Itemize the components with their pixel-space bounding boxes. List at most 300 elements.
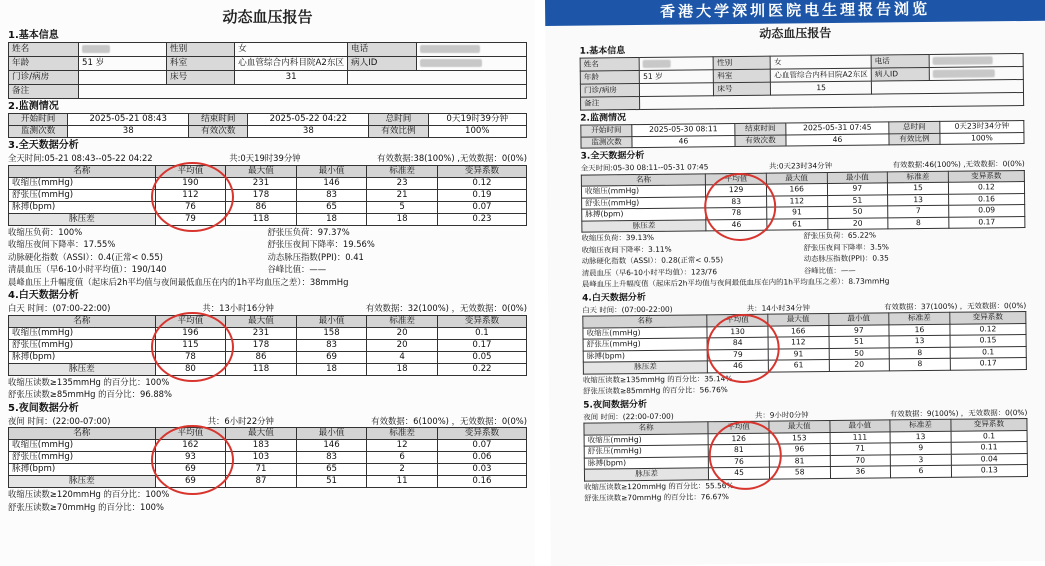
table-cell: 0.12 — [948, 181, 1024, 193]
table-cell: 61 — [767, 218, 828, 230]
dbp-dip: 舒张压夜间下降率：19.56% — [267, 239, 375, 249]
redacted-phone — [933, 56, 993, 65]
metric-name: 脉搏(bpm) — [582, 208, 706, 221]
table-row — [9, 351, 527, 363]
night-total: 共：6小时22分钟 — [207, 415, 274, 426]
table-cell: 20 — [367, 339, 438, 351]
fullday-stats-row — [8, 226, 527, 239]
section-fullday-title: 3.全天数据分析 — [8, 140, 79, 151]
night-caption — [8, 415, 527, 428]
daytime-sbp-pct: 收缩压读数≥135mmHg 的百分比：100% — [8, 376, 170, 387]
metric-name: 舒张压(mmHg) — [582, 196, 706, 209]
count-value: 38 — [68, 126, 189, 138]
table-cell: 91 — [767, 207, 828, 219]
daytime-caption — [8, 302, 527, 315]
table-cell: 118 — [226, 213, 297, 225]
column-header: 最大值 — [226, 315, 297, 327]
metric-name: 收缩压(mmHg) — [9, 440, 156, 452]
fullday-stats-row — [8, 238, 527, 251]
stats-table — [8, 427, 527, 488]
note-value — [78, 85, 526, 99]
table-cell: 112 — [768, 337, 829, 349]
daytime-range: 白天 时间：(07:00-22:00) — [582, 304, 673, 315]
dbp-dip: 舒张压夜间下降率：3.5% — [803, 241, 889, 252]
table-cell: 69 — [296, 351, 367, 363]
table-row — [9, 201, 527, 213]
table-cell: 65 — [296, 201, 367, 213]
table-cell: 84 — [707, 337, 768, 349]
table-cell: 13 — [890, 431, 951, 443]
table-cell: 0.17 — [950, 357, 1026, 369]
fullday-valid: 有效数据:46(100%) ,无效数据：0(0%) — [892, 158, 1025, 170]
table-cell: 129 — [706, 184, 767, 196]
table-cell: 0.11 — [951, 441, 1027, 453]
morning-surge: 晨峰血压上升幅度值（起床后2h平均值与夜间最低血压在内的1h平均血压之差）：38mmHg — [8, 276, 349, 287]
table-cell: 20 — [367, 327, 438, 339]
column-header: 最大值 — [768, 314, 829, 326]
metric-name: 舒张压(mmHg) — [9, 339, 156, 351]
total-time-value: 0天23时34分钟 — [940, 120, 1024, 132]
table-cell: 76 — [155, 201, 226, 213]
table-cell: 0.19 — [437, 189, 526, 201]
table-cell: 76 — [709, 456, 770, 468]
count-label: 监测次数 — [9, 126, 68, 138]
night-sbp-pct: 收缩压读数≥120mmHg 的百分比：100% — [8, 489, 170, 499]
assi: 动脉硬化指数（ASSI）：0.4(正常< 0.55) — [8, 251, 163, 262]
column-header: 平均值 — [708, 421, 769, 433]
table-cell: 166 — [768, 325, 829, 337]
metric-name: 脉压差 — [584, 468, 708, 481]
patient-id-label: 病人ID — [348, 57, 417, 71]
hospital-banner: 香港大学深圳医院电生理报告浏览 — [545, 0, 1045, 26]
bed-label: 床号 — [714, 82, 771, 96]
report-title: 动态血压报告 — [759, 26, 832, 41]
column-header: 变异系数 — [437, 315, 526, 327]
table-cell: 20 — [829, 359, 890, 371]
report-body — [0, 29, 535, 513]
gender-value: 女 — [771, 55, 872, 69]
end-time-label: 结束时间 — [189, 114, 248, 126]
table-cell: 130 — [707, 326, 768, 338]
clinic-label: 门诊/病房 — [9, 71, 79, 85]
table-cell: 18 — [296, 363, 367, 375]
dbp-load: 舒张压负荷：97.37% — [267, 226, 350, 237]
redacted-patient-id — [420, 59, 482, 67]
column-header: 变异系数 — [951, 418, 1027, 430]
table-cell: 103 — [226, 452, 297, 464]
column-header: 名称 — [9, 428, 156, 440]
daytime-dbp-pct: 舒张压读数≥85mmHg 的百分比：96.88% — [8, 389, 172, 399]
table-cell: 65 — [296, 464, 367, 476]
table-row — [9, 440, 527, 452]
column-header: 最大值 — [766, 172, 827, 184]
table-cell: 0.07 — [437, 440, 526, 452]
stats-table — [8, 165, 527, 226]
valid-ratio-value: 100% — [940, 132, 1024, 144]
valid-count-label: 有效次数 — [735, 134, 786, 146]
section-fullday-title: 3.全天数据分析 — [580, 150, 645, 162]
column-header: 平均值 — [155, 165, 226, 177]
dept-value: 心血管综合内科目院A2东区 — [235, 57, 348, 71]
stats-table — [581, 169, 1026, 232]
redacted-patient-id — [933, 69, 995, 78]
table-cell: 0.1 — [951, 430, 1027, 442]
total-time-label: 总时间 — [369, 114, 428, 126]
table-cell: 231 — [226, 177, 297, 189]
total-time-label: 总时间 — [889, 121, 940, 133]
table-cell: 18 — [367, 363, 438, 375]
fullday-range: 全天时间:05-30 08:11--05-31 07:45 — [580, 162, 709, 173]
morning-surge: 晨峰血压上升幅度值（起床后2h平均值与夜间最低血压在内的1h平均血压之差）：8.73mmHg — [581, 276, 890, 289]
right-report — [545, 0, 1045, 566]
fullday-table-wrap — [581, 169, 1026, 232]
patient-id-value — [417, 57, 527, 71]
monitoring-table — [580, 120, 1024, 149]
table-cell: 51 — [296, 476, 367, 488]
empty-cell — [348, 71, 527, 85]
table-row — [9, 452, 527, 464]
column-header: 最小值 — [827, 171, 888, 183]
bed-value: 15 — [771, 81, 872, 95]
table-cell: 231 — [226, 327, 297, 339]
bed-value: 31 — [235, 71, 348, 85]
table-cell: 81 — [708, 444, 769, 456]
column-header: 标准差 — [890, 419, 951, 431]
table-cell: 13 — [889, 335, 950, 347]
phone-label: 电话 — [348, 43, 417, 57]
table-cell: 196 — [155, 327, 226, 339]
basic-info-table — [580, 53, 1025, 111]
column-header: 最大值 — [226, 428, 297, 440]
table-cell: 20 — [827, 217, 888, 229]
table-cell: 86 — [226, 351, 297, 363]
table-cell: 18 — [367, 213, 438, 225]
table-cell: 0.16 — [948, 193, 1024, 205]
daytime-valid: 有效数据：32(100%) ，无效数据：0(0%) — [365, 303, 527, 313]
dbp-load: 舒张压负荷：65.22% — [803, 230, 877, 241]
table-cell: 97 — [827, 183, 888, 195]
sbp-load: 收缩压负荷：39.13% — [581, 232, 655, 243]
section-monitoring-title: 2.监测情况 — [580, 113, 626, 124]
night-table-wrap — [8, 427, 527, 488]
metric-name: 脉搏(bpm) — [9, 201, 156, 213]
table-cell: 118 — [226, 363, 297, 375]
column-header: 名称 — [581, 173, 705, 186]
stats-table — [583, 418, 1028, 481]
table-cell: 70 — [830, 454, 891, 466]
column-header: 标准差 — [888, 171, 949, 183]
night-valid: 有效数据：9(100%) ，无效数据：0(0%) — [889, 407, 1028, 418]
table-cell: 0.17 — [949, 216, 1025, 228]
table-cell: 0.12 — [950, 323, 1026, 335]
section-daytime-title: 4.白天数据分析 — [8, 290, 79, 301]
table-cell: 78 — [706, 207, 767, 219]
metric-name: 脉搏(bpm) — [9, 351, 156, 363]
ppi: 动态脉压指数(PPI)：0.41 — [267, 251, 364, 262]
daytime-dbp-pct: 舒张压读数≥85mmHg 的百分比：56.76% — [583, 385, 728, 396]
table-row — [9, 327, 527, 339]
column-header: 最大值 — [226, 165, 297, 177]
column-header: 平均值 — [155, 428, 226, 440]
night-range: 夜间 时间：(22:00-07:00) — [583, 411, 674, 422]
clinic-label: 门诊/病房 — [580, 84, 639, 98]
table-cell: 190 — [155, 177, 226, 189]
dept-value: 心血管综合内科目院A2东区 — [771, 68, 872, 82]
start-time-value: 2025-05-30 08:11 — [632, 124, 735, 137]
name-value — [639, 57, 713, 71]
metric-name: 舒张压(mmHg) — [584, 445, 708, 458]
table-cell: 71 — [226, 464, 297, 476]
table-cell: 0.16 — [437, 476, 526, 488]
end-time-label: 结束时间 — [735, 123, 786, 135]
table-cell: 15 — [888, 182, 949, 194]
age-label: 年龄 — [580, 71, 639, 85]
metric-name: 舒张压(mmHg) — [9, 452, 156, 464]
table-cell: 79 — [155, 213, 226, 225]
assi: 动脉硬化指数（ASSI）：0.28(正常< 0.55) — [581, 255, 724, 266]
sbp-load: 收缩压负荷：100% — [8, 226, 83, 237]
table-cell: 6 — [367, 452, 438, 464]
metric-name: 收缩压(mmHg) — [584, 433, 708, 446]
name-value — [78, 43, 166, 57]
report-title: 动态血压报告 — [222, 8, 313, 26]
valid-count-label: 有效次数 — [189, 126, 248, 138]
table-cell: 50 — [827, 206, 888, 218]
monitoring-table — [8, 113, 527, 138]
valid-ratio-label: 有效比例 — [889, 133, 940, 145]
table-cell: 12 — [367, 440, 438, 452]
daytime-table-wrap — [8, 315, 527, 376]
night-range: 夜间 时间：(22:00-07:00) — [8, 415, 111, 426]
table-cell: 83 — [296, 452, 367, 464]
table-cell: 97 — [828, 324, 889, 336]
start-time-value: 2025-05-21 08:43 — [68, 114, 189, 126]
clinic-value — [78, 71, 166, 85]
column-header: 标准差 — [367, 165, 438, 177]
metric-name: 脉压差 — [9, 476, 156, 488]
column-header: 平均值 — [155, 315, 226, 327]
metric-name: 脉搏(bpm) — [583, 349, 707, 362]
daytime-table-wrap — [582, 311, 1027, 374]
metric-name: 舒张压(mmHg) — [9, 189, 156, 201]
table-cell: 46 — [708, 360, 769, 372]
table-row — [9, 189, 527, 201]
column-header: 平均值 — [706, 173, 767, 185]
daytime-total: 共：13小时16分钟 — [202, 303, 274, 313]
night-table-wrap — [583, 418, 1028, 481]
table-cell: 178 — [226, 189, 297, 201]
metric-name: 收缩压(mmHg) — [581, 185, 705, 198]
table-cell: 0.23 — [437, 213, 526, 225]
daytime-total: 共：14小时34分钟 — [746, 302, 810, 313]
metric-name: 收缩压(mmHg) — [583, 326, 707, 339]
table-row — [9, 363, 527, 375]
table-cell: 58 — [769, 467, 830, 479]
column-header: 最小值 — [296, 165, 367, 177]
age-value: 51 岁 — [78, 57, 166, 71]
phone-value — [929, 53, 1023, 67]
trough-peak-ratio: 谷峰比值：—— — [803, 265, 856, 275]
bed-label: 床号 — [166, 71, 234, 85]
table-cell: 93 — [155, 452, 226, 464]
valid-count-value: 46 — [786, 133, 889, 146]
table-cell: 96 — [769, 444, 830, 456]
note-label: 备注 — [581, 97, 640, 111]
valid-count-value: 38 — [248, 126, 369, 138]
end-time-value: 2025-05-22 04:22 — [248, 114, 369, 126]
table-cell: 86 — [226, 201, 297, 213]
metric-name: 脉搏(bpm) — [584, 456, 708, 469]
table-cell: 0.07 — [437, 201, 526, 213]
count-label: 监测次数 — [581, 136, 632, 148]
table-cell: 18 — [296, 213, 367, 225]
metric-name: 收缩压(mmHg) — [9, 177, 156, 189]
metric-name: 脉压差 — [583, 361, 707, 374]
total-time-value: 0天19时39分钟 — [428, 114, 526, 126]
column-header: 最小值 — [296, 428, 367, 440]
table-cell: 11 — [367, 476, 438, 488]
fullday-total: 共:0天23时34分钟 — [768, 161, 832, 171]
basic-info-table — [8, 42, 527, 99]
table-cell: 0.13 — [951, 464, 1027, 476]
ppi: 动态脉压指数(PPI)：0.35 — [803, 253, 889, 264]
column-header: 标准差 — [367, 428, 438, 440]
table-cell: 3 — [890, 454, 951, 466]
table-cell: 6 — [891, 465, 952, 477]
dept-label: 科室 — [714, 69, 771, 83]
patient-id-value — [929, 66, 1023, 80]
table-cell: 23 — [367, 177, 438, 189]
table-cell: 111 — [830, 431, 891, 443]
metric-name: 脉压差 — [582, 219, 706, 232]
metric-name: 脉压差 — [9, 363, 156, 375]
name-label: 姓名 — [9, 43, 79, 57]
table-cell: 0.1 — [437, 327, 526, 339]
name-label: 姓名 — [580, 58, 639, 72]
table-cell: 51 — [829, 336, 890, 348]
note-label: 备注 — [9, 85, 79, 99]
table-cell: 46 — [706, 219, 767, 231]
table-cell: 8 — [889, 358, 950, 370]
redacted-phone — [420, 45, 480, 53]
fullday-range: 全天时间:05-21 08:43--05-22 04:22 — [8, 153, 153, 163]
count-value: 46 — [632, 135, 735, 148]
table-cell: 0.09 — [949, 204, 1025, 216]
gender-value: 女 — [235, 43, 348, 57]
table-cell: 0.06 — [437, 452, 526, 464]
table-cell: 13 — [888, 194, 949, 206]
section-daytime-title: 4.白天数据分析 — [582, 292, 646, 304]
table-cell: 112 — [155, 189, 226, 201]
column-header: 变异系数 — [950, 311, 1026, 323]
section-monitoring-title: 2.监测情况 — [8, 101, 59, 112]
table-cell: 8 — [888, 217, 949, 229]
metric-name: 舒张压(mmHg) — [583, 338, 707, 351]
table-cell: 0.04 — [951, 453, 1027, 465]
table-row — [9, 476, 527, 488]
table-cell: 0.15 — [950, 334, 1026, 346]
column-header: 名称 — [9, 165, 156, 177]
table-cell: 81 — [769, 455, 830, 467]
stats-table — [582, 311, 1027, 374]
column-header: 名称 — [583, 315, 707, 328]
valid-ratio-value: 100% — [428, 126, 526, 138]
phone-label: 电话 — [871, 54, 929, 68]
column-header: 变异系数 — [437, 165, 526, 177]
valid-ratio-label: 有效比例 — [369, 126, 428, 138]
morning-bp: 清晨血压（早6-10小时平均值）：123/76 — [581, 266, 718, 278]
section-night-title: 5.夜间数据分析 — [8, 402, 79, 414]
table-cell: 51 — [827, 194, 888, 206]
column-header: 变异系数 — [948, 170, 1024, 182]
table-cell: 126 — [708, 433, 769, 445]
table-cell: 115 — [155, 339, 226, 351]
table-cell: 83 — [296, 189, 367, 201]
table-cell: 69 — [155, 464, 226, 476]
sbp-dip: 收缩压夜间下降率：17.55% — [8, 239, 116, 249]
clinic-value — [640, 83, 714, 97]
metric-name: 收缩压(mmHg) — [9, 327, 156, 339]
phone-value — [417, 43, 527, 57]
table-cell: 0.1 — [950, 346, 1026, 358]
table-cell: 0.12 — [437, 177, 526, 189]
column-header: 名称 — [9, 315, 156, 327]
daytime-range: 白天 时间：(07:00-22:00) — [8, 303, 111, 313]
column-header: 标准差 — [367, 315, 438, 327]
age-value: 51 岁 — [639, 70, 713, 84]
fullday-stats-row — [8, 263, 527, 276]
column-header: 最小值 — [296, 315, 367, 327]
section-night-title: 5.夜间数据分析 — [583, 399, 647, 411]
morning-bp: 清晨血压（早6-10小时平均值）：190/140 — [8, 264, 167, 274]
sbp-dip: 收缩压夜间下降率：3.11% — [581, 244, 672, 255]
column-header: 最大值 — [769, 421, 830, 433]
table-cell: 146 — [296, 440, 367, 452]
age-label: 年龄 — [9, 57, 79, 71]
table-cell: 162 — [155, 440, 226, 452]
table-cell: 50 — [829, 347, 890, 359]
fullday-valid: 有效数据:38(100%) ,无效数据：0(0%) — [377, 153, 527, 163]
metric-name: 脉搏(bpm) — [9, 464, 156, 476]
table-cell: 0.05 — [437, 351, 526, 363]
table-cell: 7 — [888, 205, 949, 217]
table-cell: 4 — [367, 351, 438, 363]
table-cell: 183 — [226, 440, 297, 452]
night-total: 共：9小时0分钟 — [754, 409, 809, 420]
table-cell: 153 — [769, 432, 830, 444]
table-cell: 45 — [709, 467, 770, 479]
patient-id-label: 病人ID — [871, 67, 929, 81]
fullday-total: 共:0天19时39分钟 — [229, 153, 301, 163]
table-cell: 5 — [367, 201, 438, 213]
section-basic-info-title: 1.基本信息 — [579, 46, 626, 57]
table-cell: 178 — [226, 339, 297, 351]
table-cell: 79 — [707, 349, 768, 361]
table-cell: 146 — [296, 177, 367, 189]
fullday-caption — [8, 152, 527, 165]
redacted-name — [82, 45, 110, 53]
table-cell: 2 — [367, 464, 438, 476]
redacted-name — [643, 60, 671, 68]
table-row — [9, 464, 527, 476]
table-cell: 158 — [296, 327, 367, 339]
end-time-value: 2025-05-31 07:45 — [786, 122, 889, 135]
table-cell: 0.17 — [437, 339, 526, 351]
fullday-stats-row — [8, 251, 527, 264]
table-row — [9, 213, 527, 225]
daytime-valid: 有效数据：37(100%) ，无效数据：0(0%) — [884, 300, 1027, 311]
night-valid: 有效数据：6(100%) ，无效数据：0(0%) — [371, 415, 527, 426]
